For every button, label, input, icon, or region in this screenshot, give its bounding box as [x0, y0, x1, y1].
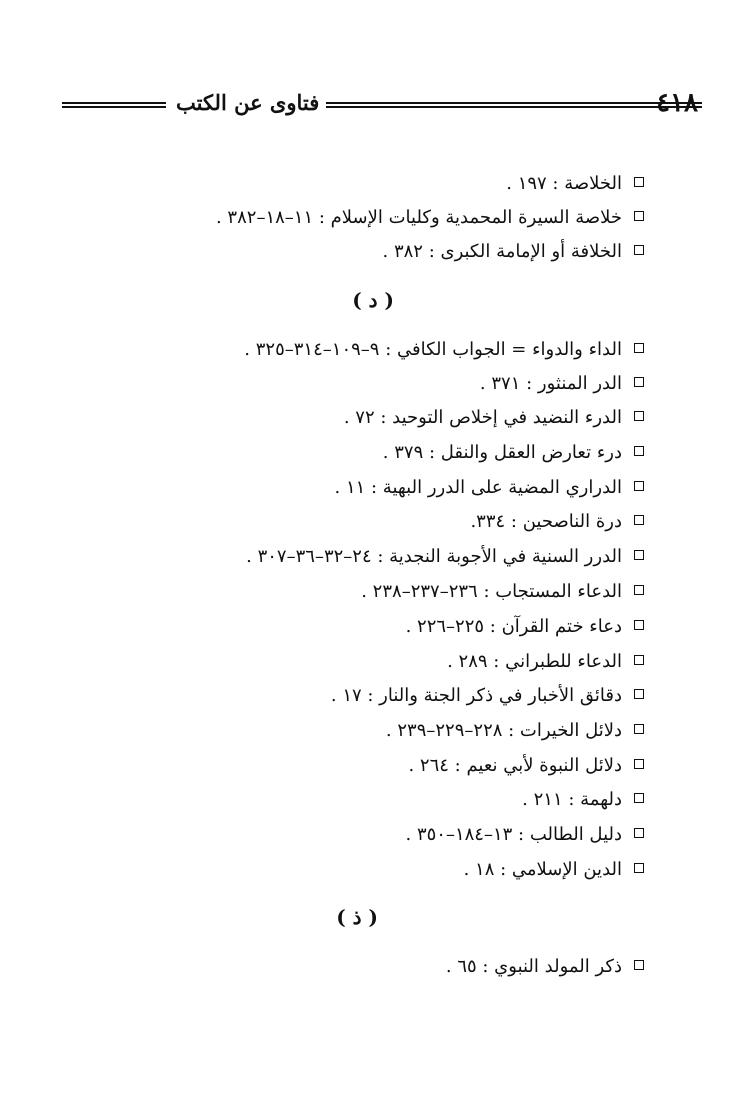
index-entry	[331, 684, 644, 708]
index-entry	[244, 338, 644, 362]
square-bullet-icon	[634, 446, 644, 456]
entry-text: الخلاصة : ١٩٧ .	[506, 173, 622, 194]
entry-text: ذكر المولد النبوي : ٦٥ .	[445, 956, 622, 977]
index-entry	[408, 754, 644, 778]
entry-text: الخلافة أو الإمامة الكبرى : ٣٨٢ .	[382, 241, 622, 262]
square-bullet-icon	[634, 689, 644, 699]
index-entry	[405, 823, 644, 847]
index-entry	[480, 372, 644, 396]
square-bullet-icon	[634, 245, 644, 255]
square-bullet-icon	[634, 550, 644, 560]
index-entry	[506, 172, 644, 196]
entry-text: الدين الإسلامي : ١٨ .	[463, 859, 622, 880]
entry-text: دقائق الأخبار في ذكر الجنة والنار : ١٧ .	[330, 685, 622, 706]
entry-text: دعاء ختم القرآن : ٢٢٥–٢٢٦ .	[405, 616, 622, 637]
square-bullet-icon	[634, 211, 644, 221]
entry-text: الدعاء المستجاب : ٢٣٦–٢٣٧–٢٣٨ .	[361, 581, 622, 602]
index-entry	[470, 510, 644, 534]
entry-text: دلائل النبوة لأبي نعيم : ٢٦٤ .	[408, 755, 622, 776]
index-entry	[464, 858, 644, 882]
index-entry	[446, 955, 644, 979]
entry-text: الداء والدواء = الجواب الكافي : ٩–١٠٩–٣١٤–٣٢٥ .	[244, 339, 622, 360]
section-heading-dhal: ( ذ )	[336, 905, 378, 929]
square-bullet-icon	[634, 343, 644, 353]
square-bullet-icon	[634, 759, 644, 769]
square-bullet-icon	[634, 177, 644, 187]
entry-text: دليل الطالب : ١٣–١٨٤–٣٥٠ .	[405, 824, 622, 845]
square-bullet-icon	[634, 960, 644, 970]
square-bullet-icon	[634, 620, 644, 630]
square-bullet-icon	[634, 828, 644, 838]
square-bullet-icon	[634, 863, 644, 873]
entry-text: الدرء النضيد في إخلاص التوحيد : ٧٢ .	[343, 407, 622, 428]
entry-text: درء تعارض العقل والنقل : ٣٧٩ .	[382, 442, 622, 463]
square-bullet-icon	[634, 724, 644, 734]
entry-text: الدراري المضية على الدرر البهية : ١١ .	[334, 477, 622, 498]
index-entry	[361, 580, 644, 604]
square-bullet-icon	[634, 515, 644, 525]
entry-text: خلاصة السيرة المحمدية وكليات الإسلام : ١١–١٨–٣٨٢ .	[215, 207, 622, 228]
entry-text: درة الناصحين : ٣٣٤.	[470, 511, 622, 532]
page-number: ٤١٨	[656, 88, 698, 118]
running-title: فتاوى عن الكتب	[176, 90, 320, 115]
entry-text: دلهمة : ٢١١ .	[522, 789, 622, 810]
index-entry	[216, 206, 644, 230]
index-entry	[383, 441, 644, 465]
entry-text: الدعاء للطبراني : ٢٨٩ .	[447, 651, 622, 672]
index-entry	[335, 476, 645, 500]
index-entry	[522, 788, 644, 812]
section-heading-dal: ( د )	[352, 288, 394, 312]
square-bullet-icon	[634, 793, 644, 803]
square-bullet-icon	[634, 377, 644, 387]
index-entry	[383, 240, 645, 264]
square-bullet-icon	[634, 655, 644, 665]
index-entry	[344, 406, 644, 430]
square-bullet-icon	[634, 585, 644, 595]
entry-text: دلائل الخيرات : ٢٢٨–٢٢٩–٢٣٩ .	[385, 720, 622, 741]
entry-text: الدرر السنية في الأجوبة النجدية : ٢٤–٣٢–٣٦–٣٠٧ .	[246, 546, 622, 567]
index-entry	[246, 545, 644, 569]
square-bullet-icon	[634, 411, 644, 421]
index-entry	[386, 719, 644, 743]
square-bullet-icon	[634, 481, 644, 491]
entry-text: الدر المنثور : ٣٧١ .	[479, 373, 622, 394]
index-entry	[406, 615, 644, 639]
index-entry	[447, 650, 644, 674]
